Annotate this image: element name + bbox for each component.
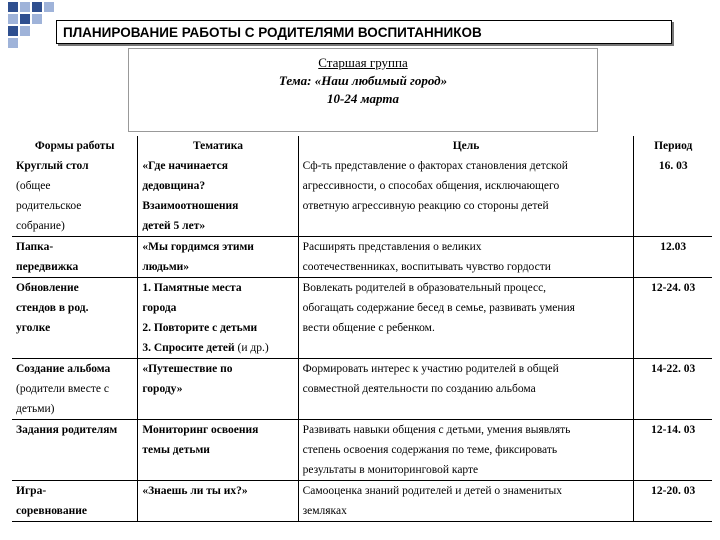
form-cell: Создание альбома (родители вместе с детьми) bbox=[12, 359, 138, 420]
decor-square bbox=[8, 2, 18, 12]
period-cell: 12-24. 03 bbox=[634, 278, 712, 359]
decor-square bbox=[8, 14, 18, 24]
date-range: 10-24 марта bbox=[327, 91, 399, 106]
topic-cell: «Путешествие по городу» bbox=[138, 359, 298, 420]
column-header: Формы работы bbox=[12, 136, 138, 156]
table-row bbox=[12, 156, 712, 237]
table-row bbox=[12, 237, 712, 278]
form-cell: Обновление стендов в род. уголке bbox=[12, 278, 138, 359]
form-cell: Папка- передвижка bbox=[12, 237, 138, 278]
form-cell: Задания родителям bbox=[12, 420, 138, 481]
decor-square bbox=[8, 38, 18, 48]
period-cell: 12-14. 03 bbox=[634, 420, 712, 481]
topic-cell: «Мы гордимся этими людьми» bbox=[138, 237, 298, 278]
theme-label: Тема: «Наш любимый город» bbox=[278, 73, 448, 88]
decor-square bbox=[20, 14, 30, 24]
table-row bbox=[12, 359, 712, 420]
goal-cell: Развивать навыки общения с детьми, умения выявлять степень освоения содержания по теме, фиксировать результаты в мониторинговой карте bbox=[298, 420, 634, 481]
subtitle-box bbox=[128, 48, 598, 132]
decor-square bbox=[32, 14, 42, 24]
form-cell: Игра- соревнование bbox=[12, 481, 138, 522]
column-header: Период bbox=[654, 140, 693, 152]
topic-cell: 1. Памятные места города 2. Повторите с детьми 3. Спросите детей (и др.) bbox=[138, 278, 298, 359]
goal-cell: Расширять представления о великих соотечественниках, воспитывать чувство гордости bbox=[298, 237, 634, 278]
topic-cell: «Знаешь ли ты их?» bbox=[138, 481, 298, 522]
topic-cell: Мониторинг освоения темы детьми bbox=[138, 420, 298, 481]
goal-cell: Сф-ть представление о факторах становления детской агрессивности, о способах общения, исключающего ответную агрессивную реакцию со стороны детей bbox=[298, 156, 634, 237]
decor-square bbox=[20, 2, 30, 12]
page-title: ПЛАНИРОВАНИЕ РАБОТЫ С РОДИТЕЛЯМИ ВОСПИТАННИКОВ bbox=[56, 20, 672, 44]
table-row bbox=[12, 481, 712, 522]
goal-cell: Вовлекать родителей в образовательный процесс, обогащать содержание бесед в семье, развивать умения вести общение с ребенком. bbox=[298, 278, 634, 359]
goal-cell: Формировать интерес к участию родителей в общей совместной деятельности по созданию альбома bbox=[298, 359, 634, 420]
period-cell: 12.03 bbox=[634, 237, 712, 278]
decor-square bbox=[20, 26, 30, 36]
decor-square bbox=[44, 2, 54, 12]
plan-table bbox=[12, 136, 712, 522]
period-cell: 12-20. 03 bbox=[634, 481, 712, 522]
period-cell: 14-22. 03 bbox=[634, 359, 712, 420]
form-cell: Круглый стол (общее родительское собрание) bbox=[12, 156, 138, 237]
column-header: Цель bbox=[298, 136, 634, 156]
goal-cell: Самооценка знаний родителей и детей о знаменитых земляках bbox=[298, 481, 634, 522]
table-row bbox=[12, 278, 712, 359]
decor-square bbox=[8, 26, 18, 36]
period-cell: 16. 03 bbox=[658, 160, 688, 172]
table-header-row bbox=[12, 136, 712, 156]
column-header: Тематика bbox=[138, 136, 298, 156]
topic-cell: «Где начинается дедовщина? Взаимоотношения детей 5 лет» bbox=[138, 156, 298, 237]
group-label: Старшая группа bbox=[318, 55, 408, 70]
table-row bbox=[12, 420, 712, 481]
decor-square bbox=[32, 2, 42, 12]
